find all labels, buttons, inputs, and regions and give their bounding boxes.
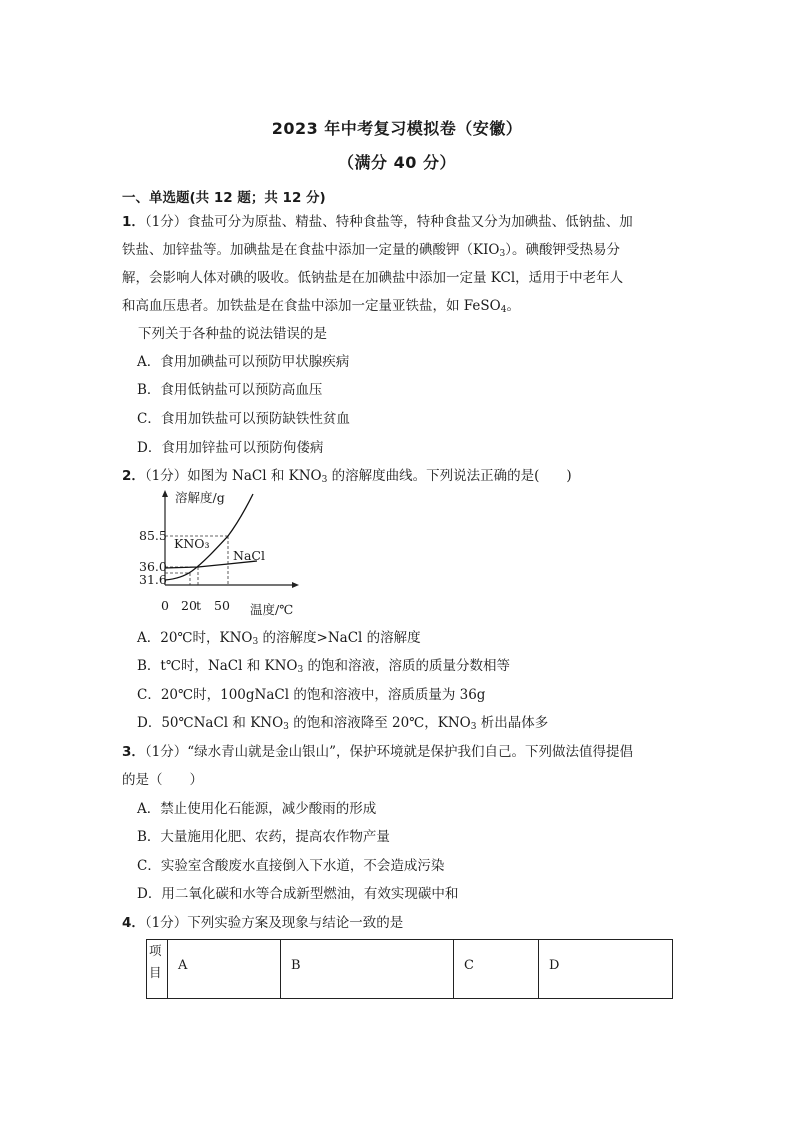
- question-4-text: （1分）下列实验方案及现象与结论一致的是: [144, 915, 404, 931]
- question-3-option-c[interactable]: C．实验室含酸废水直接倒入下水道，不会造成污染: [137, 858, 445, 874]
- question-2-line-1: [122, 464, 572, 485]
- text-segment: D．50℃NaCl 和 KNO: [137, 715, 284, 731]
- question-1-line-2: [122, 238, 620, 259]
- text-segment: 的饱和溶液降至 20℃，KNO: [288, 715, 471, 731]
- question-1-line-1: [122, 210, 633, 230]
- page-title: 2023 年中考复习模拟卷（安徽）: [271, 119, 523, 138]
- question-2-option-b[interactable]: [137, 654, 510, 675]
- question-3-option-b[interactable]: B．大量施用化肥、农药，提高农作物产量: [137, 829, 390, 845]
- kno3-series-label: KNO₃: [174, 536, 210, 551]
- y-tick-36-0: 36.0: [139, 559, 167, 574]
- question-number: 3．: [122, 744, 145, 760]
- subscript: 3: [321, 475, 328, 485]
- section-heading: 一、单选题(共 12 题；共 12 分): [122, 190, 326, 206]
- question-2-option-d[interactable]: [137, 711, 548, 732]
- question-1-stem: 下列关于各种盐的说法错误的是: [138, 326, 327, 342]
- question-1-line-4: [122, 294, 520, 315]
- text-segment: 的溶解度曲线。下列说法正确的是( ): [327, 468, 572, 484]
- text-segment: ）。碘酸钾受热易分: [505, 242, 620, 258]
- x-tick-50: 50: [214, 598, 230, 613]
- page-subtitle: （满分 40 分）: [338, 153, 456, 172]
- question-3-line-1: [122, 740, 633, 760]
- text-segment: 的饱和溶液，溶质的质量分数相等: [303, 658, 511, 674]
- subscript: 3: [470, 722, 477, 732]
- text-segment: 铁盐、加锌盐等。加碘盐是在食盐中添加一定量的碘酸钾（KIO: [122, 242, 500, 258]
- question-2-option-c[interactable]: C．20℃时，100gNaCl 的饱和溶液中，溶质质量为 36g: [137, 687, 486, 703]
- question-2-option-a[interactable]: [137, 626, 421, 647]
- table-cell-a: [168, 940, 281, 999]
- x-tick-0: 0: [161, 598, 169, 613]
- x-axis-label: 温度/℃: [250, 602, 294, 617]
- cell-label: A: [178, 958, 188, 973]
- y-axis-arrow: [162, 490, 168, 497]
- table-cell-project: 项目: [147, 940, 168, 999]
- text-segment: B．t℃时，NaCl 和 KNO: [137, 658, 298, 674]
- question-1-option-a[interactable]: A．食用加碘盐可以预防甲状腺疾病: [137, 354, 350, 370]
- text-segment: （1分）如图为 NaCl 和 KNO: [144, 468, 322, 484]
- x-axis-arrow: [292, 582, 299, 588]
- subscript: 4: [500, 305, 507, 315]
- text-segment: 的溶解度>NaCl 的溶解度: [258, 630, 421, 646]
- cell-label: B: [291, 958, 301, 973]
- table-row: [147, 940, 673, 999]
- subscript: 3: [252, 637, 259, 647]
- subscript: 3: [283, 722, 289, 732]
- y-axis-label: 溶解度/g: [175, 490, 225, 505]
- y-tick-85-5: 85.5: [139, 528, 167, 543]
- subscript: 3: [499, 249, 506, 259]
- cell-label: C: [464, 958, 474, 973]
- question-4-line-1: [122, 911, 403, 931]
- solubility-chart: [139, 488, 315, 618]
- text-segment: 和高血压患者。加铁盐是在食盐中添加一定量亚铁盐，如 FeSO: [122, 298, 501, 314]
- text-segment: 。: [506, 298, 520, 314]
- x-tick-20: 20: [181, 598, 197, 613]
- question-1-option-c[interactable]: C．食用加铁盐可以预防缺铁性贫血: [137, 411, 350, 427]
- cell-label: D: [549, 958, 560, 973]
- text-segment: 析出晶体多: [476, 715, 549, 731]
- table-cell-b: [281, 940, 454, 999]
- question-1-option-b[interactable]: B．食用低钠盐可以预防高血压: [137, 382, 323, 398]
- question-1-text: （1分）食盐可分为原盐、精盐、特种食盐等，特种食盐又分为加碘盐、低钠盐、加: [144, 214, 633, 230]
- question-3-line-2: 的是（ ）: [122, 772, 203, 788]
- question-number: 4．: [122, 915, 145, 931]
- question-number: 2．: [122, 468, 145, 484]
- table-cell-d: [539, 940, 673, 999]
- question-3-text: （1分）“绿水青山就是金山银山”，保护环境就是保护我们自己。下列做法值得提倡: [144, 744, 634, 760]
- question-3-option-a[interactable]: A．禁止使用化石能源，减少酸雨的形成: [137, 801, 377, 817]
- subscript: 3: [297, 665, 304, 675]
- table-cell-c: [454, 940, 539, 999]
- question-3-option-d[interactable]: D．用二氧化碳和水等合成新型燃油，有效实现碳中和: [137, 886, 459, 902]
- question-4-table: [146, 939, 673, 999]
- question-1-option-d[interactable]: D．食用加锌盐可以预防佝偻病: [137, 440, 324, 456]
- nacl-series-label: NaCl: [233, 548, 265, 563]
- y-tick-31-6: 31.6: [139, 572, 167, 587]
- question-number: 1．: [122, 214, 145, 230]
- text-segment: A．20℃时，KNO: [137, 630, 253, 646]
- question-1-line-3: 解，会影响人体对碘的吸收。低钠盐是在加碘盐中添加一定量 KCl，适用于中老年人: [122, 270, 624, 286]
- x-tick-t: t: [196, 598, 202, 613]
